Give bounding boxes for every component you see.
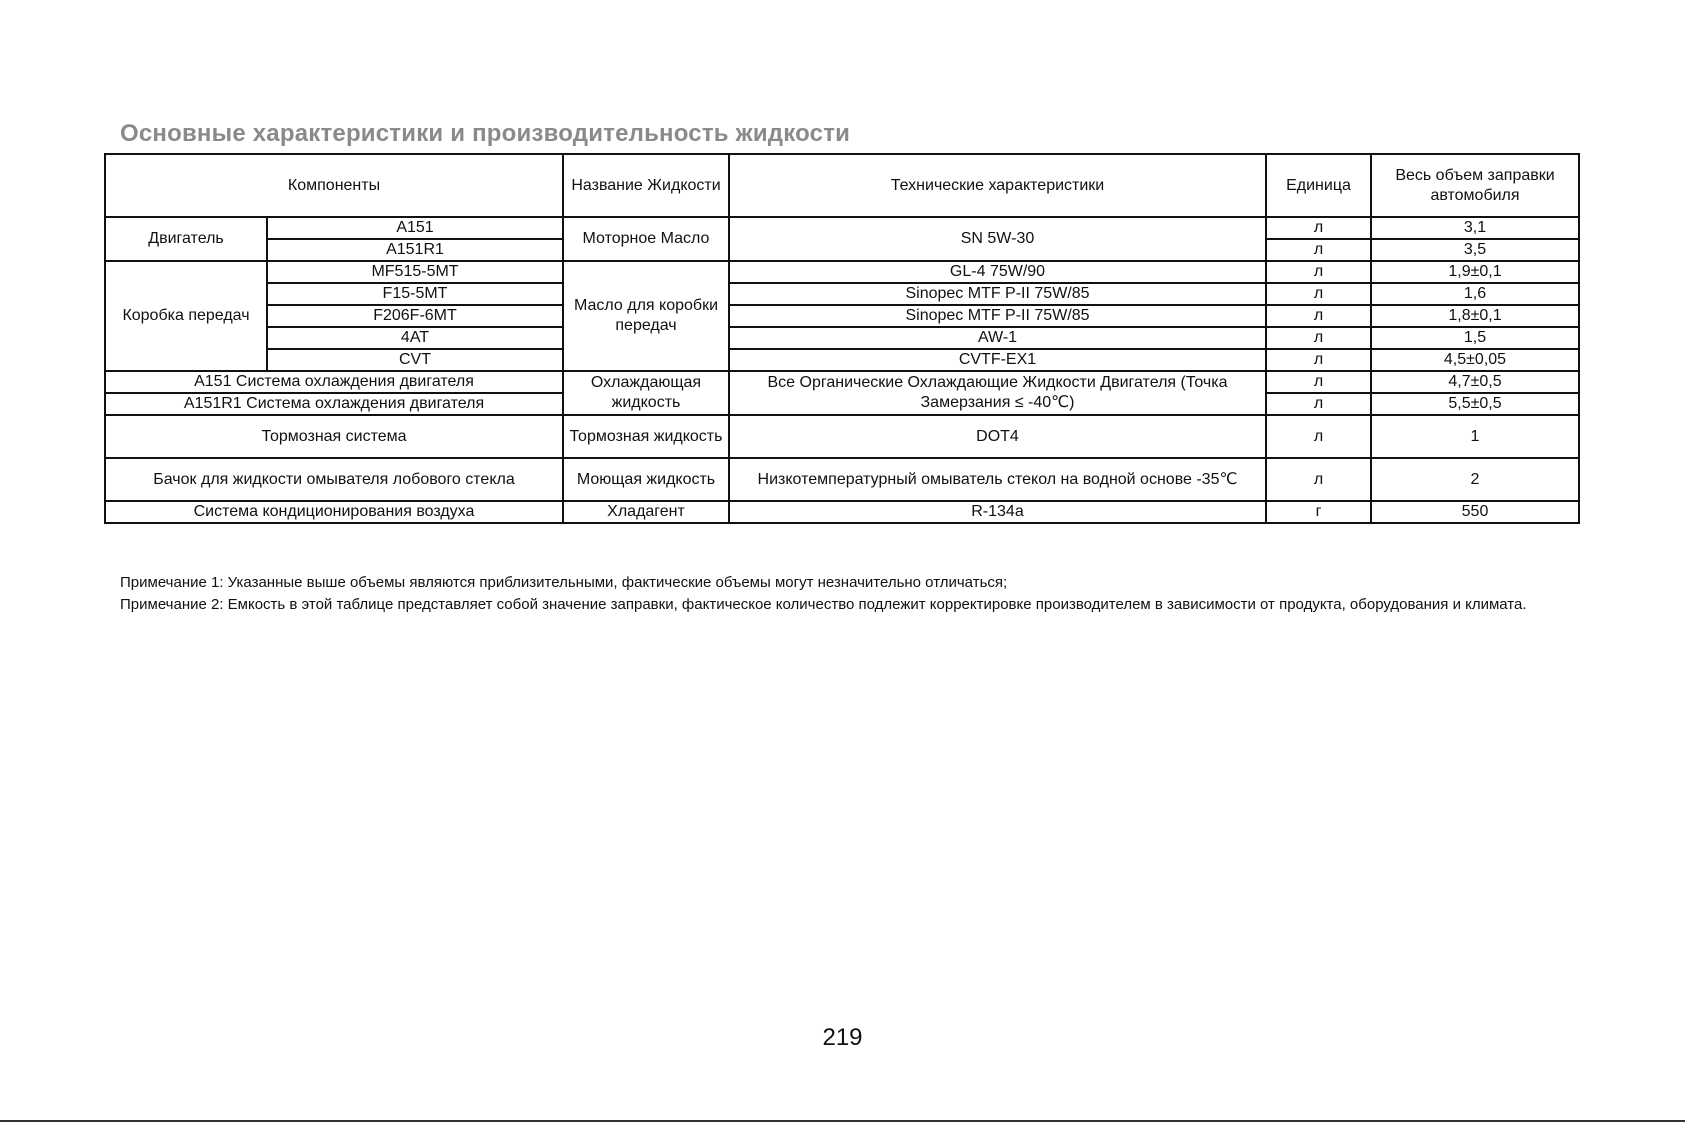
unit-cell: л bbox=[1266, 305, 1371, 327]
table-row bbox=[105, 458, 1579, 501]
component-cell: Бачок для жидкости омывателя лобового стекла bbox=[105, 458, 563, 501]
unit-cell: л bbox=[1266, 283, 1371, 305]
component-cell: A151R1 Система охлаждения двигателя bbox=[105, 393, 563, 415]
table-row bbox=[105, 349, 1579, 371]
unit-cell: л bbox=[1266, 327, 1371, 349]
cooling-spec-cell: Все Органические Охлаждающие Жидкости Двигателя (Точка Замерзания ≤ -40℃) bbox=[729, 371, 1266, 415]
bottom-divider bbox=[0, 1120, 1685, 1122]
header-volume: Весь объем заправки автомобиля bbox=[1371, 154, 1579, 217]
table-row bbox=[105, 261, 1579, 283]
fluid-specs-table bbox=[104, 153, 1580, 524]
volume-cell: 3,1 bbox=[1371, 217, 1579, 239]
volume-cell: 1,5 bbox=[1371, 327, 1579, 349]
model-cell: A151R1 bbox=[267, 239, 563, 261]
table-row bbox=[105, 415, 1579, 458]
note-2: Примечание 2: Емкость в этой таблице представляет собой значение заправки, фактическое количество подлежит корректировке производителем в зависимости от продукта, оборудования и климата. bbox=[120, 596, 1527, 613]
table-row bbox=[105, 501, 1579, 523]
unit-cell: л bbox=[1266, 458, 1371, 501]
header-specs: Технические характеристики bbox=[729, 154, 1266, 217]
spec-cell: R-134a bbox=[729, 501, 1266, 523]
volume-cell: 3,5 bbox=[1371, 239, 1579, 261]
volume-cell: 4,7±0,5 bbox=[1371, 371, 1579, 393]
volume-cell: 550 bbox=[1371, 501, 1579, 523]
unit-cell: л bbox=[1266, 349, 1371, 371]
unit-cell: л bbox=[1266, 217, 1371, 239]
spec-cell: AW-1 bbox=[729, 327, 1266, 349]
unit-cell: г bbox=[1266, 501, 1371, 523]
fluid-cell: Хладагент bbox=[563, 501, 729, 523]
model-cell: 4AT bbox=[267, 327, 563, 349]
spec-cell: GL-4 75W/90 bbox=[729, 261, 1266, 283]
fluid-cell: Моющая жидкость bbox=[563, 458, 729, 501]
header-fluid-name: Название Жидкости bbox=[563, 154, 729, 217]
volume-cell: 1 bbox=[1371, 415, 1579, 458]
table-header-row bbox=[105, 154, 1579, 217]
volume-cell: 1,8±0,1 bbox=[1371, 305, 1579, 327]
header-unit: Единица bbox=[1266, 154, 1371, 217]
header-components: Компоненты bbox=[105, 154, 563, 217]
spec-cell: DOT4 bbox=[729, 415, 1266, 458]
unit-cell: л bbox=[1266, 415, 1371, 458]
spec-cell: Sinopec MTF P-II 75W/85 bbox=[729, 305, 1266, 327]
table-row bbox=[105, 371, 1579, 393]
gearbox-group-cell: Коробка передач bbox=[105, 261, 267, 371]
page-title: Основные характеристики и производительность жидкости bbox=[120, 120, 851, 147]
notes-section bbox=[120, 572, 1560, 616]
volume-cell: 4,5±0,05 bbox=[1371, 349, 1579, 371]
cooling-fluid-cell: Охлаждающая жидкость bbox=[563, 371, 729, 415]
page-number: 219 bbox=[822, 1024, 863, 1051]
engine-fluid-cell: Моторное Масло bbox=[563, 217, 729, 261]
table-row bbox=[105, 283, 1579, 305]
model-cell: MF515-5MT bbox=[267, 261, 563, 283]
volume-cell: 2 bbox=[1371, 458, 1579, 501]
note-1: Примечание 1: Указанные выше объемы являются приблизительными, фактические объемы могут незначительно отличаться; bbox=[120, 574, 1008, 591]
fluid-cell: Тормозная жидкость bbox=[563, 415, 729, 458]
gearbox-fluid-cell: Масло для коробки передач bbox=[563, 261, 729, 371]
component-cell: Система кондиционирования воздуха bbox=[105, 501, 563, 523]
engine-spec-cell: SN 5W-30 bbox=[729, 217, 1266, 261]
model-cell: A151 bbox=[267, 217, 563, 239]
volume-cell: 1,6 bbox=[1371, 283, 1579, 305]
spec-cell: Sinopec MTF P-II 75W/85 bbox=[729, 283, 1266, 305]
unit-cell: л bbox=[1266, 393, 1371, 415]
table-row bbox=[105, 217, 1579, 239]
spec-cell: CVTF-EX1 bbox=[729, 349, 1266, 371]
volume-cell: 5,5±0,5 bbox=[1371, 393, 1579, 415]
unit-cell: л bbox=[1266, 371, 1371, 393]
spec-cell: Низкотемпературный омыватель стекол на водной основе -35℃ bbox=[729, 458, 1266, 501]
engine-group-cell: Двигатель bbox=[105, 217, 267, 261]
model-cell: CVT bbox=[267, 349, 563, 371]
table-row bbox=[105, 327, 1579, 349]
model-cell: F206F-6MT bbox=[267, 305, 563, 327]
table-row bbox=[105, 305, 1579, 327]
component-cell: Тормозная система bbox=[105, 415, 563, 458]
model-cell: F15-5MT bbox=[267, 283, 563, 305]
unit-cell: л bbox=[1266, 239, 1371, 261]
unit-cell: л bbox=[1266, 261, 1371, 283]
volume-cell: 1,9±0,1 bbox=[1371, 261, 1579, 283]
component-cell: A151 Система охлаждения двигателя bbox=[105, 371, 563, 393]
